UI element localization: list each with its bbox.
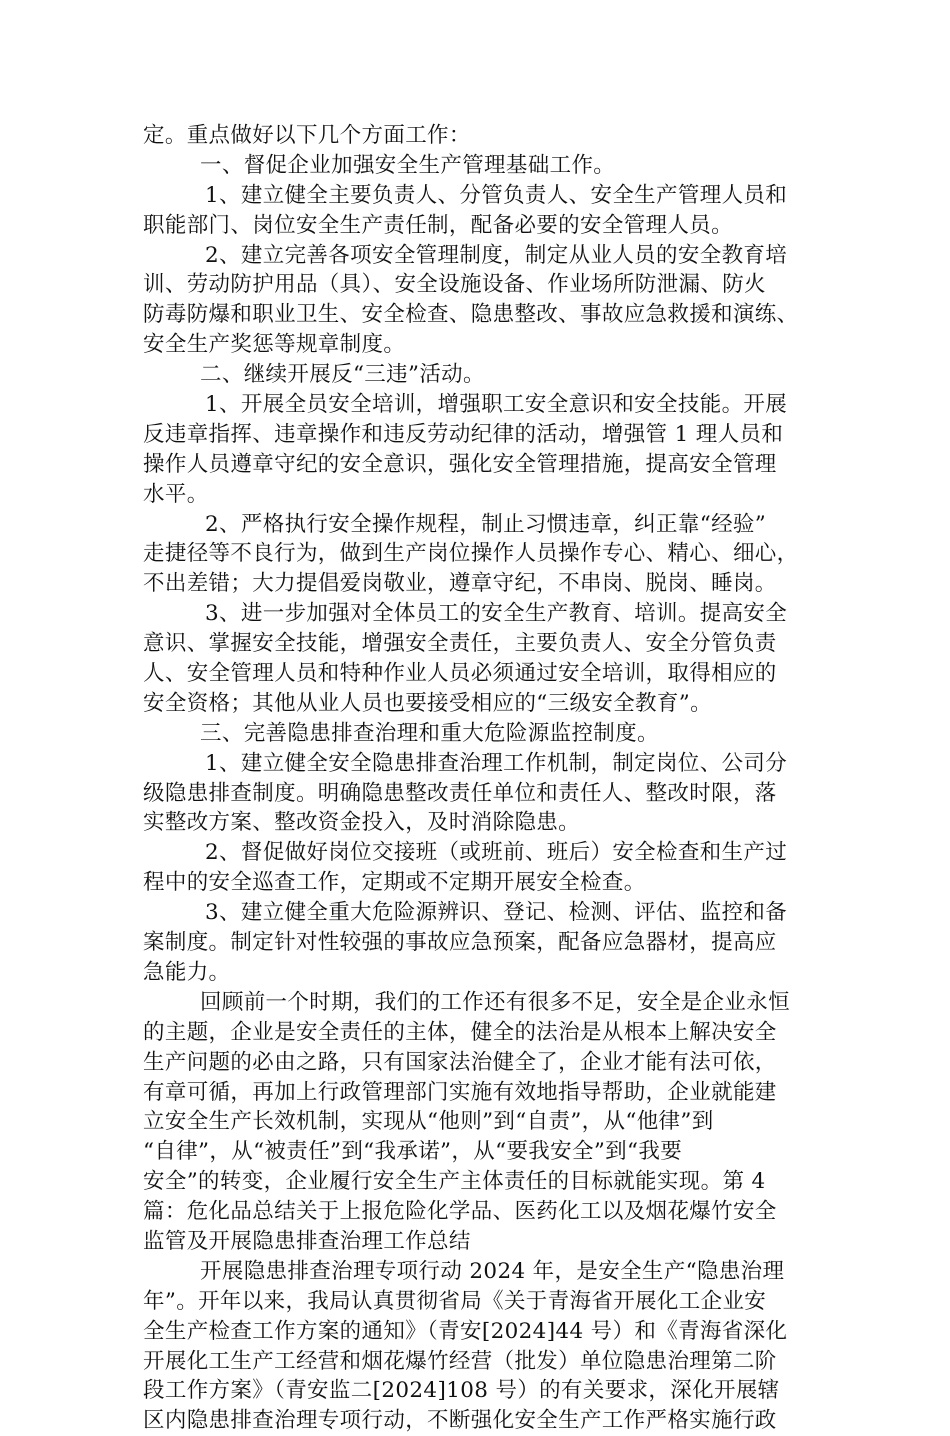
- text-line: 2、建立完善各项安全管理制度，制定从业人员的安全教育培: [205, 242, 788, 268]
- text-line: “自律”，从“被责任”到“我承诺”，从“要我安全”到“我要: [143, 1139, 683, 1165]
- text-line: 不出差错；大力提倡爱岗敬业，遵章守纪，不串岗、脱岗、睡岗。: [143, 571, 777, 597]
- text-line: 水平。: [143, 481, 209, 507]
- text-line: 安全生产奖惩等规章制度。: [143, 332, 406, 358]
- text-line: 2、督促做好岗位交接班（或班前、班后）安全检查和生产过: [205, 840, 788, 866]
- text-line: 的主题，企业是安全责任的主体，健全的法治是从根本上解决安全: [143, 1019, 777, 1045]
- text-line: 区内隐患排查治理专项行动，不断强化安全生产工作严格实施行政: [143, 1408, 777, 1434]
- section-heading-1: 一、督促企业加强安全生产管理基础工作。: [200, 152, 616, 178]
- text-line: 有章可循，再加上行政管理部门实施有效地指导帮助，企业就能建: [143, 1079, 777, 1105]
- text-line: 全生产检查工作方案的通知》（青安[2024]44 号）和《青海省深化: [143, 1318, 788, 1344]
- text-line: 3、进一步加强对全体员工的安全生产教育、培训。提高安全: [205, 601, 788, 627]
- text-line: 防毒防爆和职业卫生、安全检查、隐患整改、事故应急救援和演练、: [143, 302, 799, 328]
- text-line: 操作人员遵章守纪的安全意识，强化安全管理措施，提高安全管理: [143, 451, 777, 477]
- text-line: 级隐患排查制度。明确隐患整改责任单位和责任人、整改时限，落: [143, 780, 777, 806]
- text-line: 2、严格执行安全操作规程，制止习惯违章，纠正靠“经验”: [205, 511, 767, 537]
- text-line: 安全资格；其他从业人员也要接受相应的“三级安全教育”。: [143, 690, 712, 716]
- text-line: 立安全生产长效机制，实现从“他则”到“自责”，从“他律”到: [143, 1109, 714, 1135]
- text-line: 1、建立健全安全隐患排查治理工作机制，制定岗位、公司分: [205, 750, 788, 776]
- document-body: [143, 121, 815, 1436]
- text-line: 开展隐患排查治理专项行动 2024 年，是安全生产“隐患治理: [200, 1258, 785, 1284]
- text-line: 1、建立健全主要负责人、分管负责人、安全生产管理人员和: [205, 182, 788, 208]
- text-line: 1、开展全员安全培训，增强职工安全意识和安全技能。开展: [205, 392, 788, 418]
- text-line: 安全”的转变，企业履行安全生产主体责任的目标就能实现。第 4: [143, 1169, 766, 1195]
- text-line: 监管及开展隐患排查治理工作总结: [143, 1228, 471, 1254]
- text-line: 意识、掌握安全技能，增强安全责任，主要负责人、安全分管负责: [143, 631, 777, 657]
- text-line: 程中的安全巡查工作，定期或不定期开展安全检查。: [143, 870, 646, 896]
- text-line: 篇：危化品总结关于上报危险化学品、医药化工以及烟花爆竹安全: [143, 1199, 777, 1225]
- text-line: 实整改方案、整改资金投入，及时消除隐患。: [143, 810, 581, 836]
- text-line: 定。重点做好以下几个方面工作：: [143, 123, 471, 148]
- text-line: 开展化工生产工经营和烟花爆竹经营（批发）单位隐患治理第二阶: [143, 1348, 777, 1374]
- section-heading-3: 三、完善隐患排查治理和重大危险源监控制度。: [200, 720, 659, 746]
- text-line: 回顾前一个时期，我们的工作还有很多不足，安全是企业永恒: [200, 989, 790, 1015]
- text-line: 生产问题的必由之路，只有国家法治健全了，企业才能有法可依，: [143, 1049, 777, 1075]
- text-line: 段工作方案》（青安监二[2024]108 号）的有关要求，深化开展辖: [143, 1378, 780, 1404]
- text-line: 走捷径等不良行为，做到生产岗位操作人员操作专心、精心、细心，: [143, 541, 799, 567]
- text-line: 年”。开年以来，我局认真贯彻省局《关于青海省开展化工企业安: [143, 1288, 767, 1314]
- section-heading-2: 二、继续开展反“三违”活动。: [200, 362, 485, 388]
- text-line: 职能部门、岗位安全生产责任制，配备必要的安全管理人员。: [143, 212, 733, 238]
- text-line: 3、建立健全重大危险源辨识、登记、检测、评估、监控和备: [205, 900, 788, 926]
- text-line: 反违章指挥、违章操作和违反劳动纪律的活动，增强管 1 理人员和: [143, 421, 784, 447]
- text-line: 急能力。: [143, 959, 231, 985]
- text-line: 案制度。制定针对性较强的事故应急预案，配备应急器材，提高应: [143, 930, 777, 956]
- text-line: 训、劳动防护用品（具）、安全设施设备、作业场所防泄漏、防火: [143, 272, 766, 298]
- text-line: 人、安全管理人员和特种作业人员必须通过安全培训，取得相应的: [143, 661, 777, 687]
